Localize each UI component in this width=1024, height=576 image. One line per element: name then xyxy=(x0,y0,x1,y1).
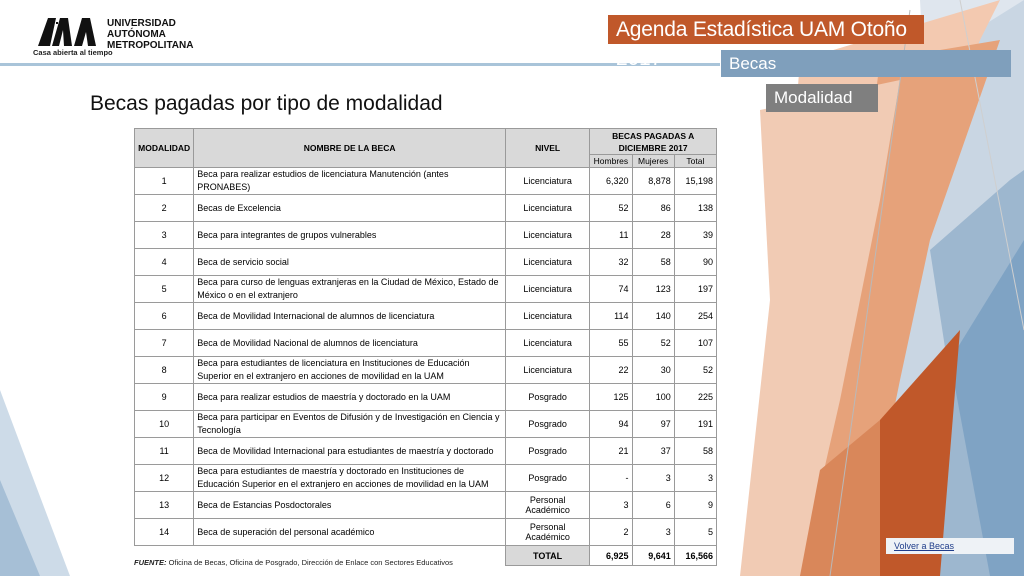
row-mujeres: 8,878 xyxy=(632,168,674,195)
row-modalidad: 11 xyxy=(135,438,194,465)
row-nombre: Beca para integrantes de grupos vulnerables xyxy=(194,222,506,249)
row-nivel: Posgrado xyxy=(505,438,589,465)
row-hombres: 2 xyxy=(590,519,632,546)
logo-name-line1: UNIVERSIDAD xyxy=(107,18,176,29)
total-hombres: 6,925 xyxy=(590,546,632,566)
table-row xyxy=(135,195,717,222)
row-nivel: Licenciatura xyxy=(505,276,589,303)
row-modalidad: 8 xyxy=(135,357,194,384)
table-row xyxy=(135,168,717,195)
row-nombre: Beca de Movilidad Nacional de alumnos de licenciatura xyxy=(194,330,506,357)
volver-becas-link[interactable]: Volver a Becas xyxy=(886,538,1014,554)
row-nivel: Posgrado xyxy=(505,411,589,438)
row-nombre: Beca para curso de lenguas extranjeras en la Ciudad de México, Estado de México o en el extranjero xyxy=(194,276,506,303)
becas-section-banner: Becas xyxy=(721,50,1011,77)
row-nombre: Beca para estudiantes de licenciatura en Instituciones de Educación Superior en el extranjero en acciones de movilidad en la UAM xyxy=(194,357,506,384)
table-row xyxy=(135,438,717,465)
table-row xyxy=(135,411,717,438)
table-row xyxy=(135,276,717,303)
row-hombres: 55 xyxy=(590,330,632,357)
row-nombre: Beca para estudiantes de maestría y doctorado en Instituciones de Educación Superior en el extranjero en acciones de movilidad en la UAM xyxy=(194,465,506,492)
row-total: 225 xyxy=(674,384,716,411)
row-nivel: Posgrado xyxy=(505,465,589,492)
table-row xyxy=(135,492,717,519)
row-total: 107 xyxy=(674,330,716,357)
row-mujeres: 123 xyxy=(632,276,674,303)
row-nombre: Beca de Estancias Posdoctorales xyxy=(194,492,506,519)
row-modalidad: 13 xyxy=(135,492,194,519)
row-modalidad: 3 xyxy=(135,222,194,249)
row-hombres: 94 xyxy=(590,411,632,438)
agenda-title-banner: Agenda Estadística UAM Otoño 2017 xyxy=(608,15,924,44)
row-nivel: Licenciatura xyxy=(505,330,589,357)
row-nivel: Licenciatura xyxy=(505,249,589,276)
row-mujeres: 58 xyxy=(632,249,674,276)
row-nivel: Licenciatura xyxy=(505,357,589,384)
table-row xyxy=(135,384,717,411)
table-row xyxy=(135,465,717,492)
row-hombres: 22 xyxy=(590,357,632,384)
row-nombre: Beca de servicio social xyxy=(194,249,506,276)
total-mujeres: 9,641 xyxy=(632,546,674,566)
row-mujeres: 52 xyxy=(632,330,674,357)
row-hombres: 3 xyxy=(590,492,632,519)
row-mujeres: 3 xyxy=(632,519,674,546)
row-hombres: 74 xyxy=(590,276,632,303)
uam-logo-mark xyxy=(38,18,102,46)
table-header-row xyxy=(135,129,717,155)
row-mujeres: 28 xyxy=(632,222,674,249)
row-mujeres: 100 xyxy=(632,384,674,411)
row-total: 52 xyxy=(674,357,716,384)
row-total: 197 xyxy=(674,276,716,303)
row-mujeres: 97 xyxy=(632,411,674,438)
row-nombre: Beca de superación del personal académico xyxy=(194,519,506,546)
uam-logo xyxy=(33,18,193,60)
header-mujeres: Mujeres xyxy=(632,155,674,168)
header-nombre: NOMBRE DE LA BECA xyxy=(194,129,506,168)
row-mujeres: 86 xyxy=(632,195,674,222)
table-row xyxy=(135,357,717,384)
logo-name-line3: METROPOLITANA xyxy=(107,40,194,51)
row-total: 58 xyxy=(674,438,716,465)
row-modalidad: 5 xyxy=(135,276,194,303)
header-modalidad: MODALIDAD xyxy=(135,129,194,168)
row-total: 9 xyxy=(674,492,716,519)
header-becas-pagadas-line2: DICIEMBRE 2017 xyxy=(618,142,688,153)
header-becas-pagadas-line1: BECAS PAGADAS A xyxy=(612,130,695,141)
row-modalidad: 1 xyxy=(135,168,194,195)
source-label: FUENTE: xyxy=(134,558,167,567)
header-becas-pagadas xyxy=(590,129,717,155)
table-row xyxy=(135,222,717,249)
row-hombres: 21 xyxy=(590,438,632,465)
row-total: 39 xyxy=(674,222,716,249)
row-nombre: Beca para realizar estudios de maestría y doctorado en la UAM xyxy=(194,384,506,411)
row-total: 5 xyxy=(674,519,716,546)
row-total: 138 xyxy=(674,195,716,222)
row-hombres: 6,320 xyxy=(590,168,632,195)
table-row xyxy=(135,330,717,357)
row-total: 191 xyxy=(674,411,716,438)
row-nombre: Beca para realizar estudios de licenciatura Manutención (antes PRONABES) xyxy=(194,168,506,195)
row-mujeres: 37 xyxy=(632,438,674,465)
logo-name-line2: AUTÓNOMA xyxy=(107,29,166,40)
becas-table xyxy=(134,128,717,566)
total-total: 16,566 xyxy=(674,546,716,566)
row-nivel: Licenciatura xyxy=(505,303,589,330)
row-hombres: 52 xyxy=(590,195,632,222)
row-nivel: Licenciatura xyxy=(505,168,589,195)
row-nivel: Licenciatura xyxy=(505,222,589,249)
row-hombres: 32 xyxy=(590,249,632,276)
row-nombre: Beca para participar en Eventos de Difusión y de Investigación en Ciencia y Tecnología xyxy=(194,411,506,438)
row-mujeres: 6 xyxy=(632,492,674,519)
row-hombres: 114 xyxy=(590,303,632,330)
table-row xyxy=(135,249,717,276)
row-hombres: 125 xyxy=(590,384,632,411)
row-total: 3 xyxy=(674,465,716,492)
source-note xyxy=(134,558,453,567)
row-modalidad: 14 xyxy=(135,519,194,546)
header-hombres: Hombres xyxy=(590,155,632,168)
row-nivel: Posgrado xyxy=(505,384,589,411)
row-modalidad: 10 xyxy=(135,411,194,438)
row-nombre: Beca de Movilidad Internacional para estudiantes de maestría y doctorado xyxy=(194,438,506,465)
row-total: 90 xyxy=(674,249,716,276)
row-hombres: 11 xyxy=(590,222,632,249)
logo-name xyxy=(107,18,193,51)
row-nivel: Personal Académico xyxy=(505,492,589,519)
row-total: 254 xyxy=(674,303,716,330)
header-nivel: NIVEL xyxy=(505,129,589,168)
table-row xyxy=(135,519,717,546)
row-modalidad: 7 xyxy=(135,330,194,357)
row-modalidad: 9 xyxy=(135,384,194,411)
page-title: Becas pagadas por tipo de modalidad xyxy=(90,92,443,115)
row-modalidad: 6 xyxy=(135,303,194,330)
row-hombres: - xyxy=(590,465,632,492)
row-modalidad: 12 xyxy=(135,465,194,492)
header-divider xyxy=(0,63,720,66)
row-mujeres: 30 xyxy=(632,357,674,384)
row-mujeres: 140 xyxy=(632,303,674,330)
row-total: 15,198 xyxy=(674,168,716,195)
modalidad-section-banner: Modalidad xyxy=(766,84,878,112)
total-label: TOTAL xyxy=(505,546,589,566)
row-modalidad: 2 xyxy=(135,195,194,222)
logo-tagline: Casa abierta al tiempo xyxy=(33,48,113,57)
source-text: Oficina de Becas, Oficina de Posgrado, Dirección de Enlace con Sectores Educativos xyxy=(168,558,453,567)
header-total: Total xyxy=(674,155,716,168)
row-mujeres: 3 xyxy=(632,465,674,492)
row-nivel: Licenciatura xyxy=(505,195,589,222)
row-nivel: Personal Académico xyxy=(505,519,589,546)
row-nombre: Becas de Excelencia xyxy=(194,195,506,222)
row-nombre: Beca de Movilidad Internacional de alumnos de licenciatura xyxy=(194,303,506,330)
table-row xyxy=(135,303,717,330)
row-modalidad: 4 xyxy=(135,249,194,276)
